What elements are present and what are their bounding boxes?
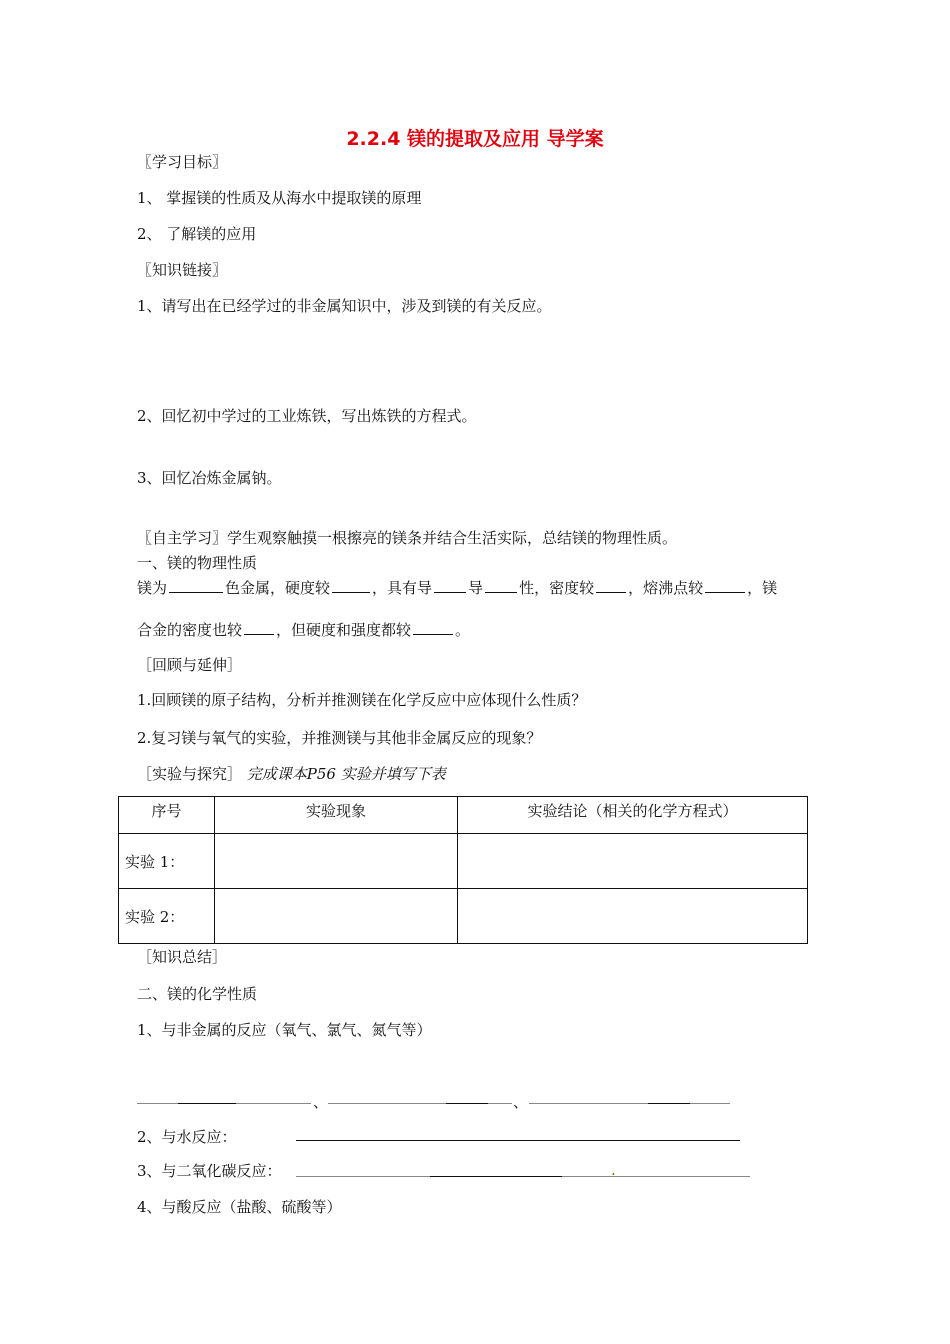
phys-heading: 一、镁的物理性质 [137,554,258,572]
experiment-heading: ［实验与探究］ [137,765,243,783]
chem-heading: 二、镁的化学性质 [137,985,258,1003]
phys-text: 导 [468,579,484,597]
table-header-cell: 序号 [119,797,215,834]
experiment-heading-line [137,764,446,784]
phys-fill-line-1 [137,578,777,598]
table-cell-phenomenon[interactable] [215,889,458,944]
fill-blank[interactable] [244,620,274,635]
review-heading: ［回顾与延伸］ [137,656,243,674]
chem-3: 3、与二氧化碳反应： [137,1162,282,1180]
answer-line[interactable] [529,1103,730,1104]
phys-text: ，熔沸点较 [628,579,704,597]
fill-blank[interactable] [169,578,223,593]
fill-blank[interactable] [596,578,626,593]
table-header-cell: 实验现象 [215,797,458,834]
review-1: 1.回顾镁的原子结构，分析并推测镁在化学反应中应体现什么性质？ [137,691,587,709]
experiment-table [118,796,808,944]
phys-text: ，但硬度和强度都较 [276,621,412,639]
table-header-cell: 实验结论（相关的化学方程式） [458,797,808,834]
separator-comma: 、 [313,1093,329,1111]
link-2: 2、回忆初中学过的工业炼铁，写出炼铁的方程式。 [137,407,477,425]
chem-2: 2、与水反应： [137,1128,237,1146]
stray-dot: . [611,1161,616,1179]
separator-comma: 、 [513,1093,529,1111]
fill-blank[interactable] [332,578,370,593]
chem-4: 4、与酸反应（盐酸、硫酸等） [137,1198,342,1216]
answer-line-accent [430,1176,562,1177]
experiment-note: 完成课本P56 实验并填写下表 [246,765,446,783]
fill-blank[interactable] [434,578,466,593]
goal-2: 2、 了解镁的应用 [137,225,257,243]
table-cell-conclusion[interactable] [458,889,808,944]
answer-line[interactable] [296,1140,740,1141]
fill-blank[interactable] [413,620,453,635]
phys-text: ，具有导 [372,579,433,597]
phys-text: 性，密度较 [519,579,595,597]
chem-1: 1、与非金属的反应（氧气、氯气、氮气等） [137,1021,432,1039]
summary-heading: ［知识总结］ [137,948,228,966]
page-title: 2.2.4 镁的提取及应用 导学案 [346,128,604,150]
goal-1: 1、 掌握镁的性质及从海水中提取镁的原理 [137,189,422,207]
table-row-label: 实验 1： [119,834,215,889]
phys-text: 镁为 [137,579,168,597]
fill-blank[interactable] [485,578,517,593]
fill-blank[interactable] [705,578,745,593]
table-cell-conclusion[interactable] [458,834,808,889]
table-row-label: 实验 2： [119,889,215,944]
answer-line-accent [648,1103,690,1104]
table-cell-phenomenon[interactable] [215,834,458,889]
table-row [119,889,808,944]
phys-text: 色金属，硬度较 [225,579,331,597]
self-study: 〖自主学习〗学生观察触摸一根擦亮的镁条并结合生活实际，总结镁的物理性质。 [137,529,678,547]
phys-text: 合金的密度也较 [137,621,243,639]
phys-text: 。 [455,621,471,639]
link-heading: 〖知识链接〗 [137,261,228,279]
link-3: 3、回忆冶炼金属钠。 [137,469,282,487]
table-row [119,834,808,889]
review-2: 2.复习镁与氧气的实验，并推测镁与其他非金属反应的现象？ [137,729,542,747]
phys-fill-line-2 [137,620,470,640]
link-1: 1、请写出在已经学过的非金属知识中，涉及到镁的有关反应。 [137,297,552,315]
answer-line-accent [178,1103,236,1104]
goals-heading: 〖学习目标〗 [137,153,228,171]
table-header-row [119,797,808,834]
answer-line-accent [446,1103,488,1104]
phys-text: ，镁 [747,579,778,597]
